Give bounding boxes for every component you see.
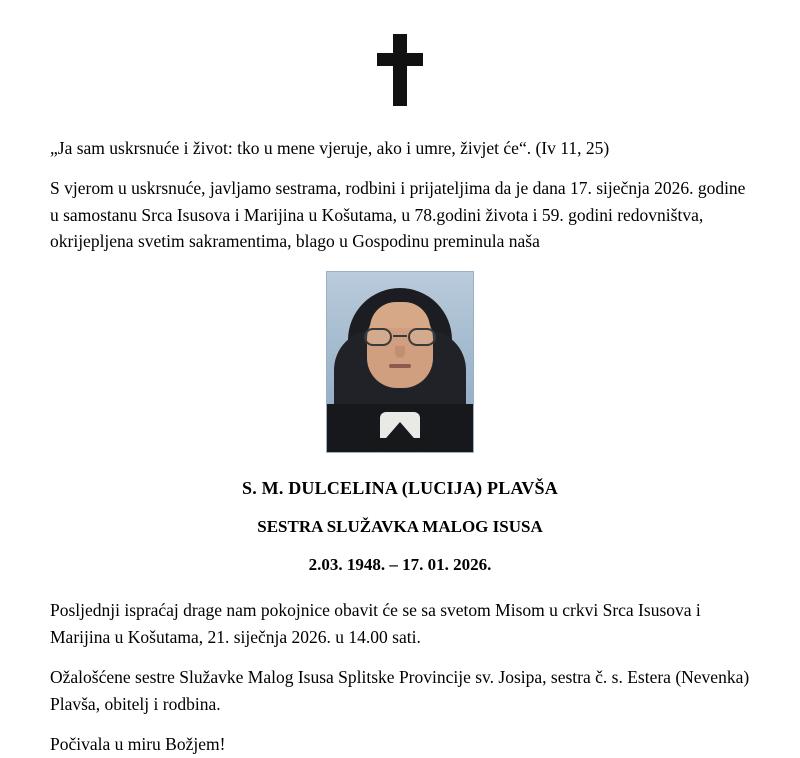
religious-order: SESTRA SLUŽAVKA MALOG ISUSA: [257, 517, 543, 537]
deceased-details: [50, 478, 750, 575]
glasses-icon: [364, 328, 436, 346]
funeral-details: Posljednji ispraćaj drage nam pokojnice obavit će se sa svetom Misom u crkvi Srca Isusova i Marijina u Košutama, 21. siječnja 2026. u 14.00 sati.: [50, 600, 701, 647]
cross-symbol-container: [50, 0, 750, 121]
closing-section: [50, 597, 750, 758]
announcement-paragraph: S vjerom u uskrsnuće, javljamo sestrama, rodbini i prijateljima da je dana 17. siječnja 2026. godine u samostanu Srca Isusova i Marijina u Košutama, u 78.godini života i 59. godini redovništva, okrijepljena svetim sakramentima, blago u Gospodinu preminula naša: [50, 178, 746, 252]
portrait-container: [50, 271, 750, 458]
mourners-list: Ožalošćene sestre Služavke Malog Isusa Splitske Provincije sv. Josipa, sestra č. s. Estera (Nevenka) Plavša, obitelj i rodbina.: [50, 667, 750, 714]
collar-vee-shape: [374, 422, 426, 452]
latin-cross-icon: [377, 34, 423, 106]
cross-vertical-bar: [393, 34, 407, 106]
closing-line: Počivala u miru Božjem!: [50, 734, 226, 755]
life-dates: 2.03. 1948. – 17. 01. 2026.: [308, 555, 492, 575]
glasses-bridge: [393, 335, 407, 337]
nose-shape: [395, 346, 405, 358]
glasses-left-lens: [364, 328, 392, 346]
glasses-right-lens: [408, 328, 436, 346]
mouth-shape: [389, 364, 411, 368]
deceased-name: S. M. DULCELINA (LUCIJA) PLAVŠA: [242, 478, 558, 499]
portrait-photo: [326, 271, 474, 453]
cross-horizontal-bar: [377, 53, 423, 66]
scripture-quote: „Ja sam uskrsnuće i život: tko u mene vjeruje, ako i umre, živjet će“. (Iv 11, 25): [50, 138, 610, 158]
